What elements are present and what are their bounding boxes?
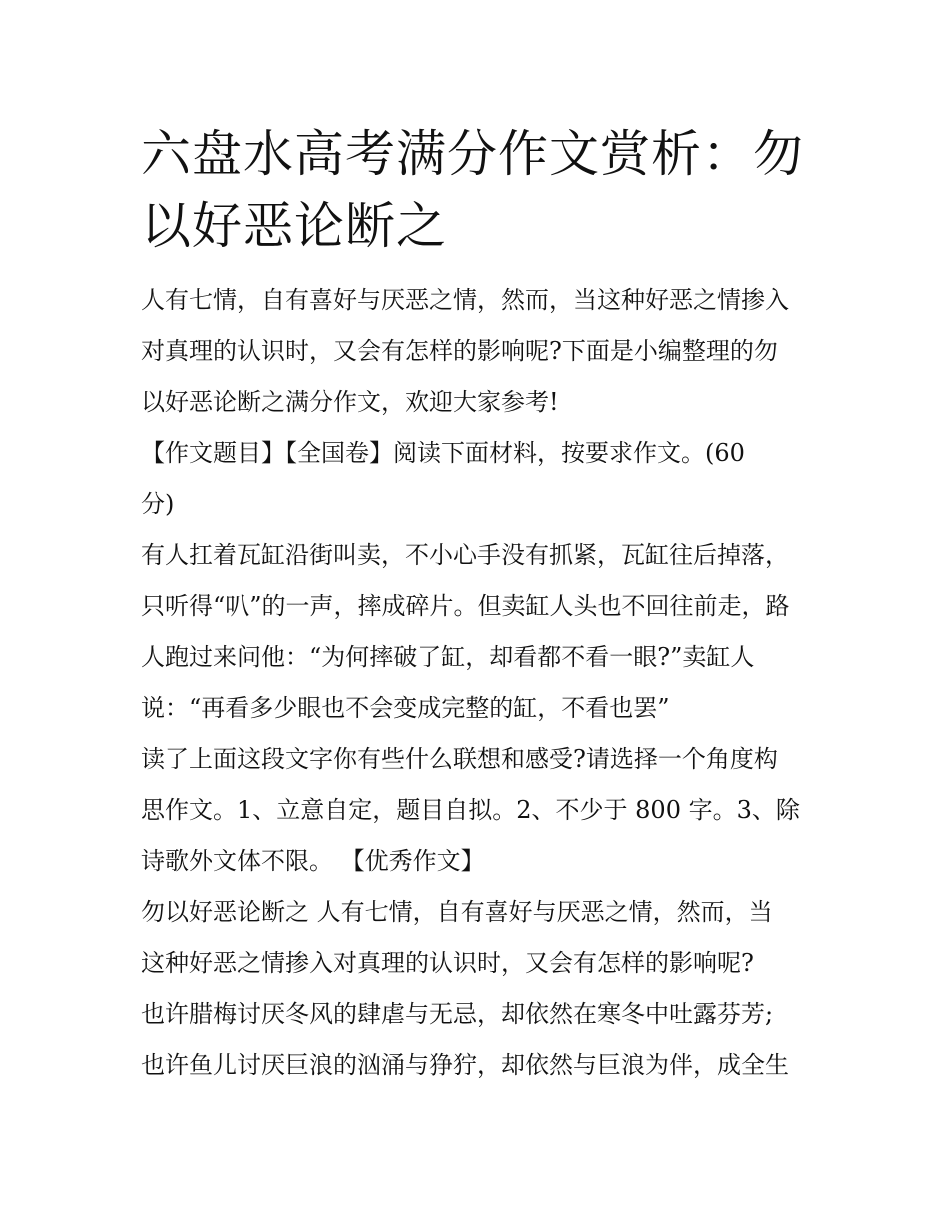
body-line: 这种好恶之情掺入对真理的认识时，又会有怎样的影响呢? bbox=[141, 949, 754, 977]
body-line: 勿以好恶论断之 人有七情，自有喜好与厌恶之情，然而，当 bbox=[141, 898, 773, 926]
title-line-2: 以好恶论断之 bbox=[141, 197, 447, 255]
document-title bbox=[141, 118, 821, 262]
body-line: 只听得“叭”的一声，摔成碎片。但卖缸人头也不回往前走，路 bbox=[141, 592, 790, 620]
body-line: 诗歌外文体不限。 【优秀作文】 bbox=[141, 847, 485, 875]
body-line: 人有七情，自有喜好与厌恶之情，然而，当这种好恶之情掺入 bbox=[141, 286, 789, 314]
body-line: 分) bbox=[141, 490, 175, 518]
body-line: 思作文。1、立意自定，题目自拟。2、不少于 800 字。3、除 bbox=[141, 796, 800, 824]
document-body bbox=[141, 275, 821, 1091]
body-line: 也许鱼儿讨厌巨浪的汹涌与狰狞，却依然与巨浪为伴，成全生 bbox=[141, 1051, 789, 1079]
body-line: 读了上面这段文字你有些什么联想和感受?请选择一个角度构 bbox=[141, 745, 778, 773]
body-line: 【作文题目】【全国卷】阅读下面材料，按要求作文。(60 bbox=[141, 439, 745, 467]
body-line: 有人扛着瓦缸沿街叫卖，不小心手没有抓紧，瓦缸往后掉落， bbox=[141, 541, 789, 569]
body-line: 人跑过来问他：“为何摔破了缸，却看都不看一眼?”卖缸人 bbox=[141, 643, 755, 671]
body-line: 以好恶论断之满分作文，欢迎大家参考! bbox=[141, 388, 559, 416]
body-line: 也许腊梅讨厌冬风的肆虐与无忌，却依然在寒冬中吐露芬芳; bbox=[141, 1000, 774, 1028]
body-line: 说：“再看多少眼也不会变成完整的缸，不看也罢” bbox=[141, 694, 670, 722]
body-line: 对真理的认识时，又会有怎样的影响呢?下面是小编整理的勿 bbox=[141, 337, 778, 365]
title-line-1: 六盘水高考满分作文赏析：勿 bbox=[141, 125, 804, 183]
